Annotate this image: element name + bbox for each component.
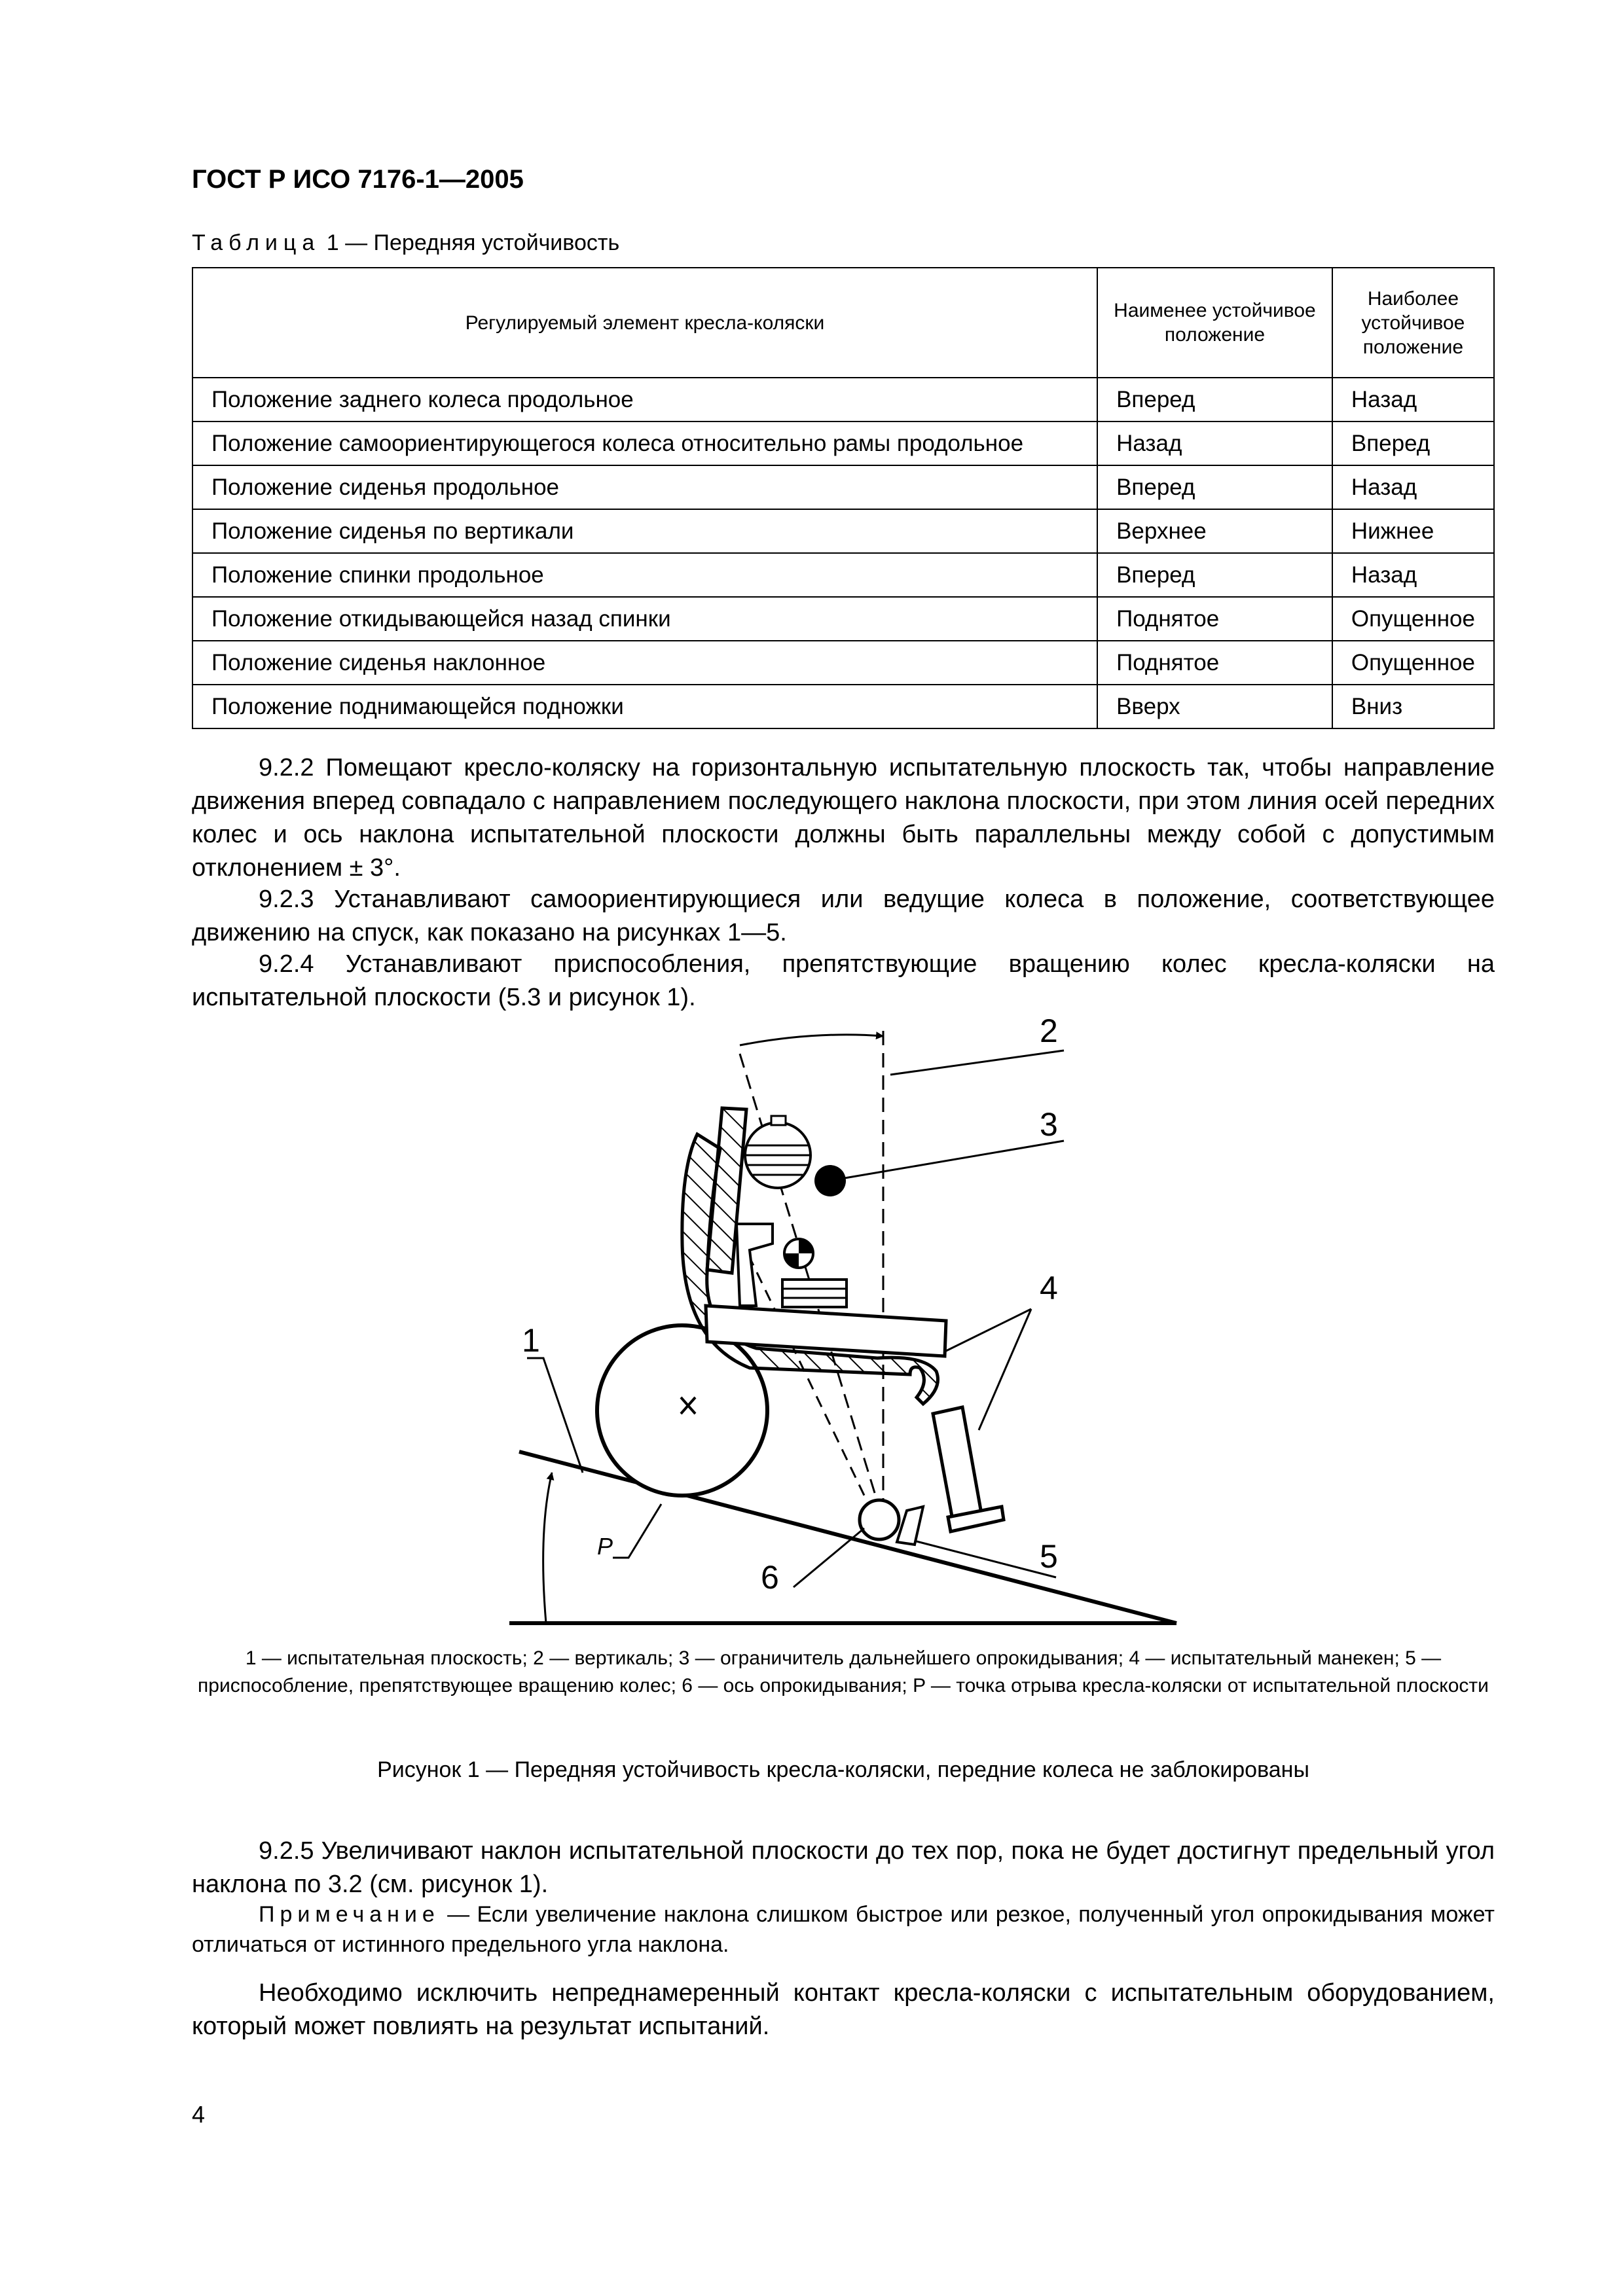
label-4: 4 [1040,1270,1058,1306]
note: Примечание — Если увеличение наклона слишком быстрое или резкое, полученный угол опрокидывания может отличаться от истинного предельного угла наклона. [192,1902,1495,1957]
leader-4a [945,1309,1031,1352]
label-P: P [597,1533,613,1560]
table-cell: Вверх [1097,685,1332,728]
table-cell: Опущенное [1332,597,1494,641]
table-cell: Положение самоориентирующегося колеса относительно рамы продольное [192,422,1097,465]
front-caster [860,1500,899,1539]
table-cell: Вперед [1332,422,1494,465]
leader-6 [793,1528,864,1587]
wheel-chock [897,1507,923,1545]
table-cell: Положение откидывающейся назад спинки [192,597,1097,641]
table-header-cell: Наиболее устойчивое положение [1332,268,1494,378]
label-3: 3 [1040,1106,1058,1143]
table-cell: Вниз [1332,685,1494,728]
table-cell: Вперед [1097,465,1332,509]
table-cell: Положение спинки продольное [192,553,1097,597]
table-cell: Поднятое [1097,597,1332,641]
table-cell: Поднятое [1097,641,1332,685]
figure-legend: 1 — испытательная плоскость; 2 — вертикаль; 3 — ограничитель дальнейшего опрокидывания; 4 — испытательный манекен; 5 — приспособление, препятствующее вращению колес; 6 — ось опрокидывания; P — точка отрыва кресла-коляски от испытательной плоскости [198,1647,1489,1696]
table-cell: Вперед [1097,553,1332,597]
table-cell: Вперед [1097,378,1332,422]
document-header: ГОСТ Р ИСО 7176-1—2005 [192,165,524,194]
table-cell: Положение заднего колеса продольное [192,378,1097,422]
table-cell: Положение поднимающейся подножки [192,685,1097,728]
label-6: 6 [761,1559,779,1596]
leader-3 [845,1141,1064,1178]
paragraph-9-2-5: 9.2.5 Увеличивают наклон испытательной плоскости до тех пор, пока не будет достигнут предельный угол наклона по 3.2 (см. рисунок 1). [192,1837,1495,1898]
table-cell: Положение сиденья продольное [192,465,1097,509]
table-cell: Верхнее [1097,509,1332,553]
paragraph-9-2-4: 9.2.4 Устанавливают приспособления, препятствующие вращению колес кресла-коляски на испытательной плоскости (5.3 и рисунок 1). [192,950,1495,1011]
table-cell: Назад [1332,553,1494,597]
table-caption: Таблица 1 — Передняя устойчивость [192,230,620,255]
angle-between-arc [740,1035,883,1045]
table-cell: Назад [1097,422,1332,465]
dummy-block [782,1280,847,1307]
table-cell: Назад [1332,465,1494,509]
leader-P [613,1504,661,1558]
paragraph-9-2-2: 9.2.2 Помещают кресло-коляску на горизонтальную испытательную плоскость так, чтобы направление движения вперед совпадало с направлением последующего наклона плоскости, при этом линия осей передних колес и ось наклона испытательной плоскости должны быть параллельны между собой с допустимым отклонением ± 3°. [192,754,1495,882]
table-header-cell: Регулируемый элемент кресла-коляски [192,268,1097,378]
leader-4b [979,1309,1031,1430]
anti-tip-stop [814,1165,846,1196]
table-cell: Опущенное [1332,641,1494,685]
dummy-legs [933,1407,982,1520]
table-cell: Положение сиденья по вертикали [192,509,1097,553]
table-cell: Нижнее [1332,509,1494,553]
paragraph-final: Необходимо исключить непреднамеренный контакт кресла-коляски с испытательным оборудованием, который может повлиять на результат испытаний. [192,1979,1495,2040]
table-cell: Положение сиденья наклонное [192,641,1097,685]
figure-caption: Рисунок 1 — Передняя устойчивость кресла-коляски, передние колеса не заблокированы [377,1757,1309,1782]
leader-2 [890,1050,1064,1075]
label-5: 5 [1040,1538,1058,1575]
paragraph-9-2-3: 9.2.3 Устанавливают самоориентирующиеся или ведущие колеса в положение, соответствующее движению на спуск, как показано на рисунках 1—5. [192,886,1495,946]
label-1: 1 [522,1322,540,1359]
table-header-cell: Наименее устойчивое положение [1097,268,1332,378]
table-cell: Назад [1332,378,1494,422]
page-number: 4 [192,2101,206,2128]
angle-arc [543,1473,552,1623]
label-2: 2 [1040,1013,1058,1049]
